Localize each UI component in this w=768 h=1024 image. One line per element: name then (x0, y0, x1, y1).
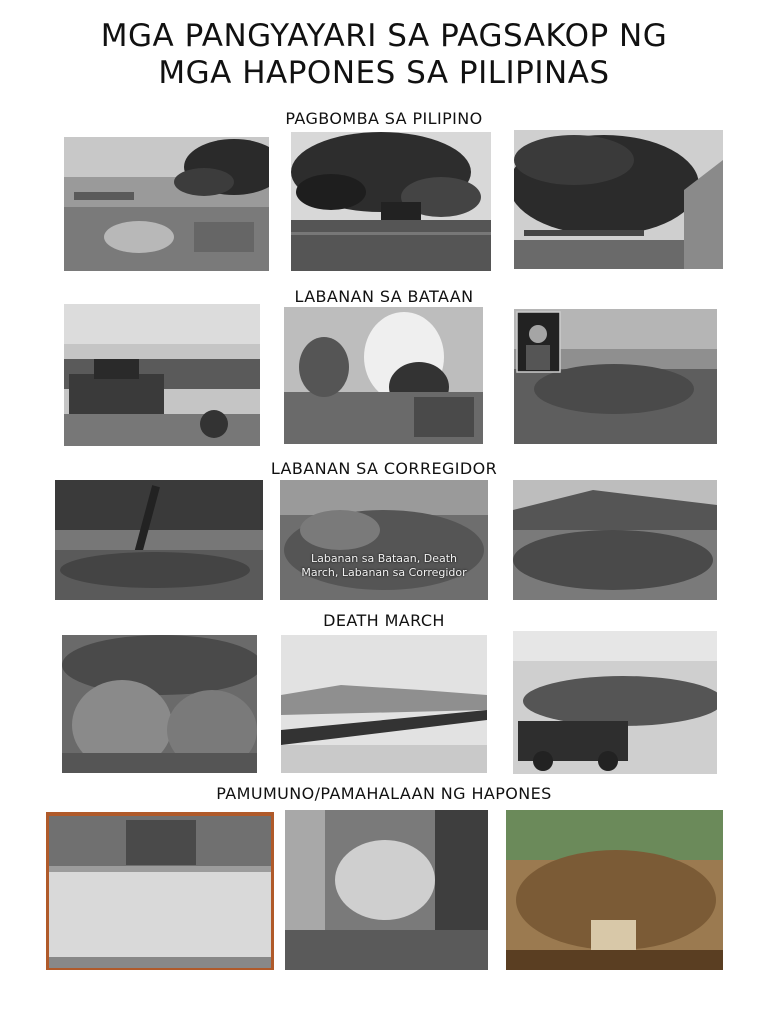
photo-officials-group (46, 812, 274, 970)
photo-crowd-hillside (513, 480, 717, 600)
section-heading-bataan: LABANAN SA BATAAN (294, 287, 474, 306)
photo-crowd-overlay-text (280, 480, 488, 600)
section-heading-pamumuno: PAMUMUNO/PAMAHALAAN NG HAPONES (216, 784, 552, 803)
page-title (0, 18, 768, 92)
photo-tank-soldiers (64, 304, 260, 446)
page-title-line-1: MGA PANGYAYARI SA PAGSAKOP NG (100, 18, 668, 54)
photo-soldiers-parade (285, 810, 488, 970)
photo-march-column-road (281, 635, 487, 773)
photo-overlay-caption: Labanan sa Bataan, Death March, Labanan sa Corregidor (301, 552, 467, 579)
section-heading-death-march: DEATH MARCH (323, 611, 445, 630)
photo-aerial-bombing (64, 137, 269, 271)
photo-soldiers-fire (284, 307, 483, 444)
photo-soldiers-sepia (506, 810, 723, 970)
page-title-line-2: MGA HAPONES SA PILIPINAS (158, 55, 610, 91)
section-heading-pagbomba: PAGBOMBA SA PILIPINO (285, 109, 483, 128)
photo-cannon-soldiers (55, 480, 263, 600)
photo-march-vehicle (513, 631, 717, 774)
photo-soldiers-portrait-inset (514, 309, 717, 444)
photo-marching-prisoners (62, 635, 257, 773)
photo-harbor-explosion (291, 132, 491, 271)
photo-smoke-hangar (514, 130, 723, 269)
section-heading-corregidor: LABANAN SA CORREGIDOR (270, 459, 498, 478)
